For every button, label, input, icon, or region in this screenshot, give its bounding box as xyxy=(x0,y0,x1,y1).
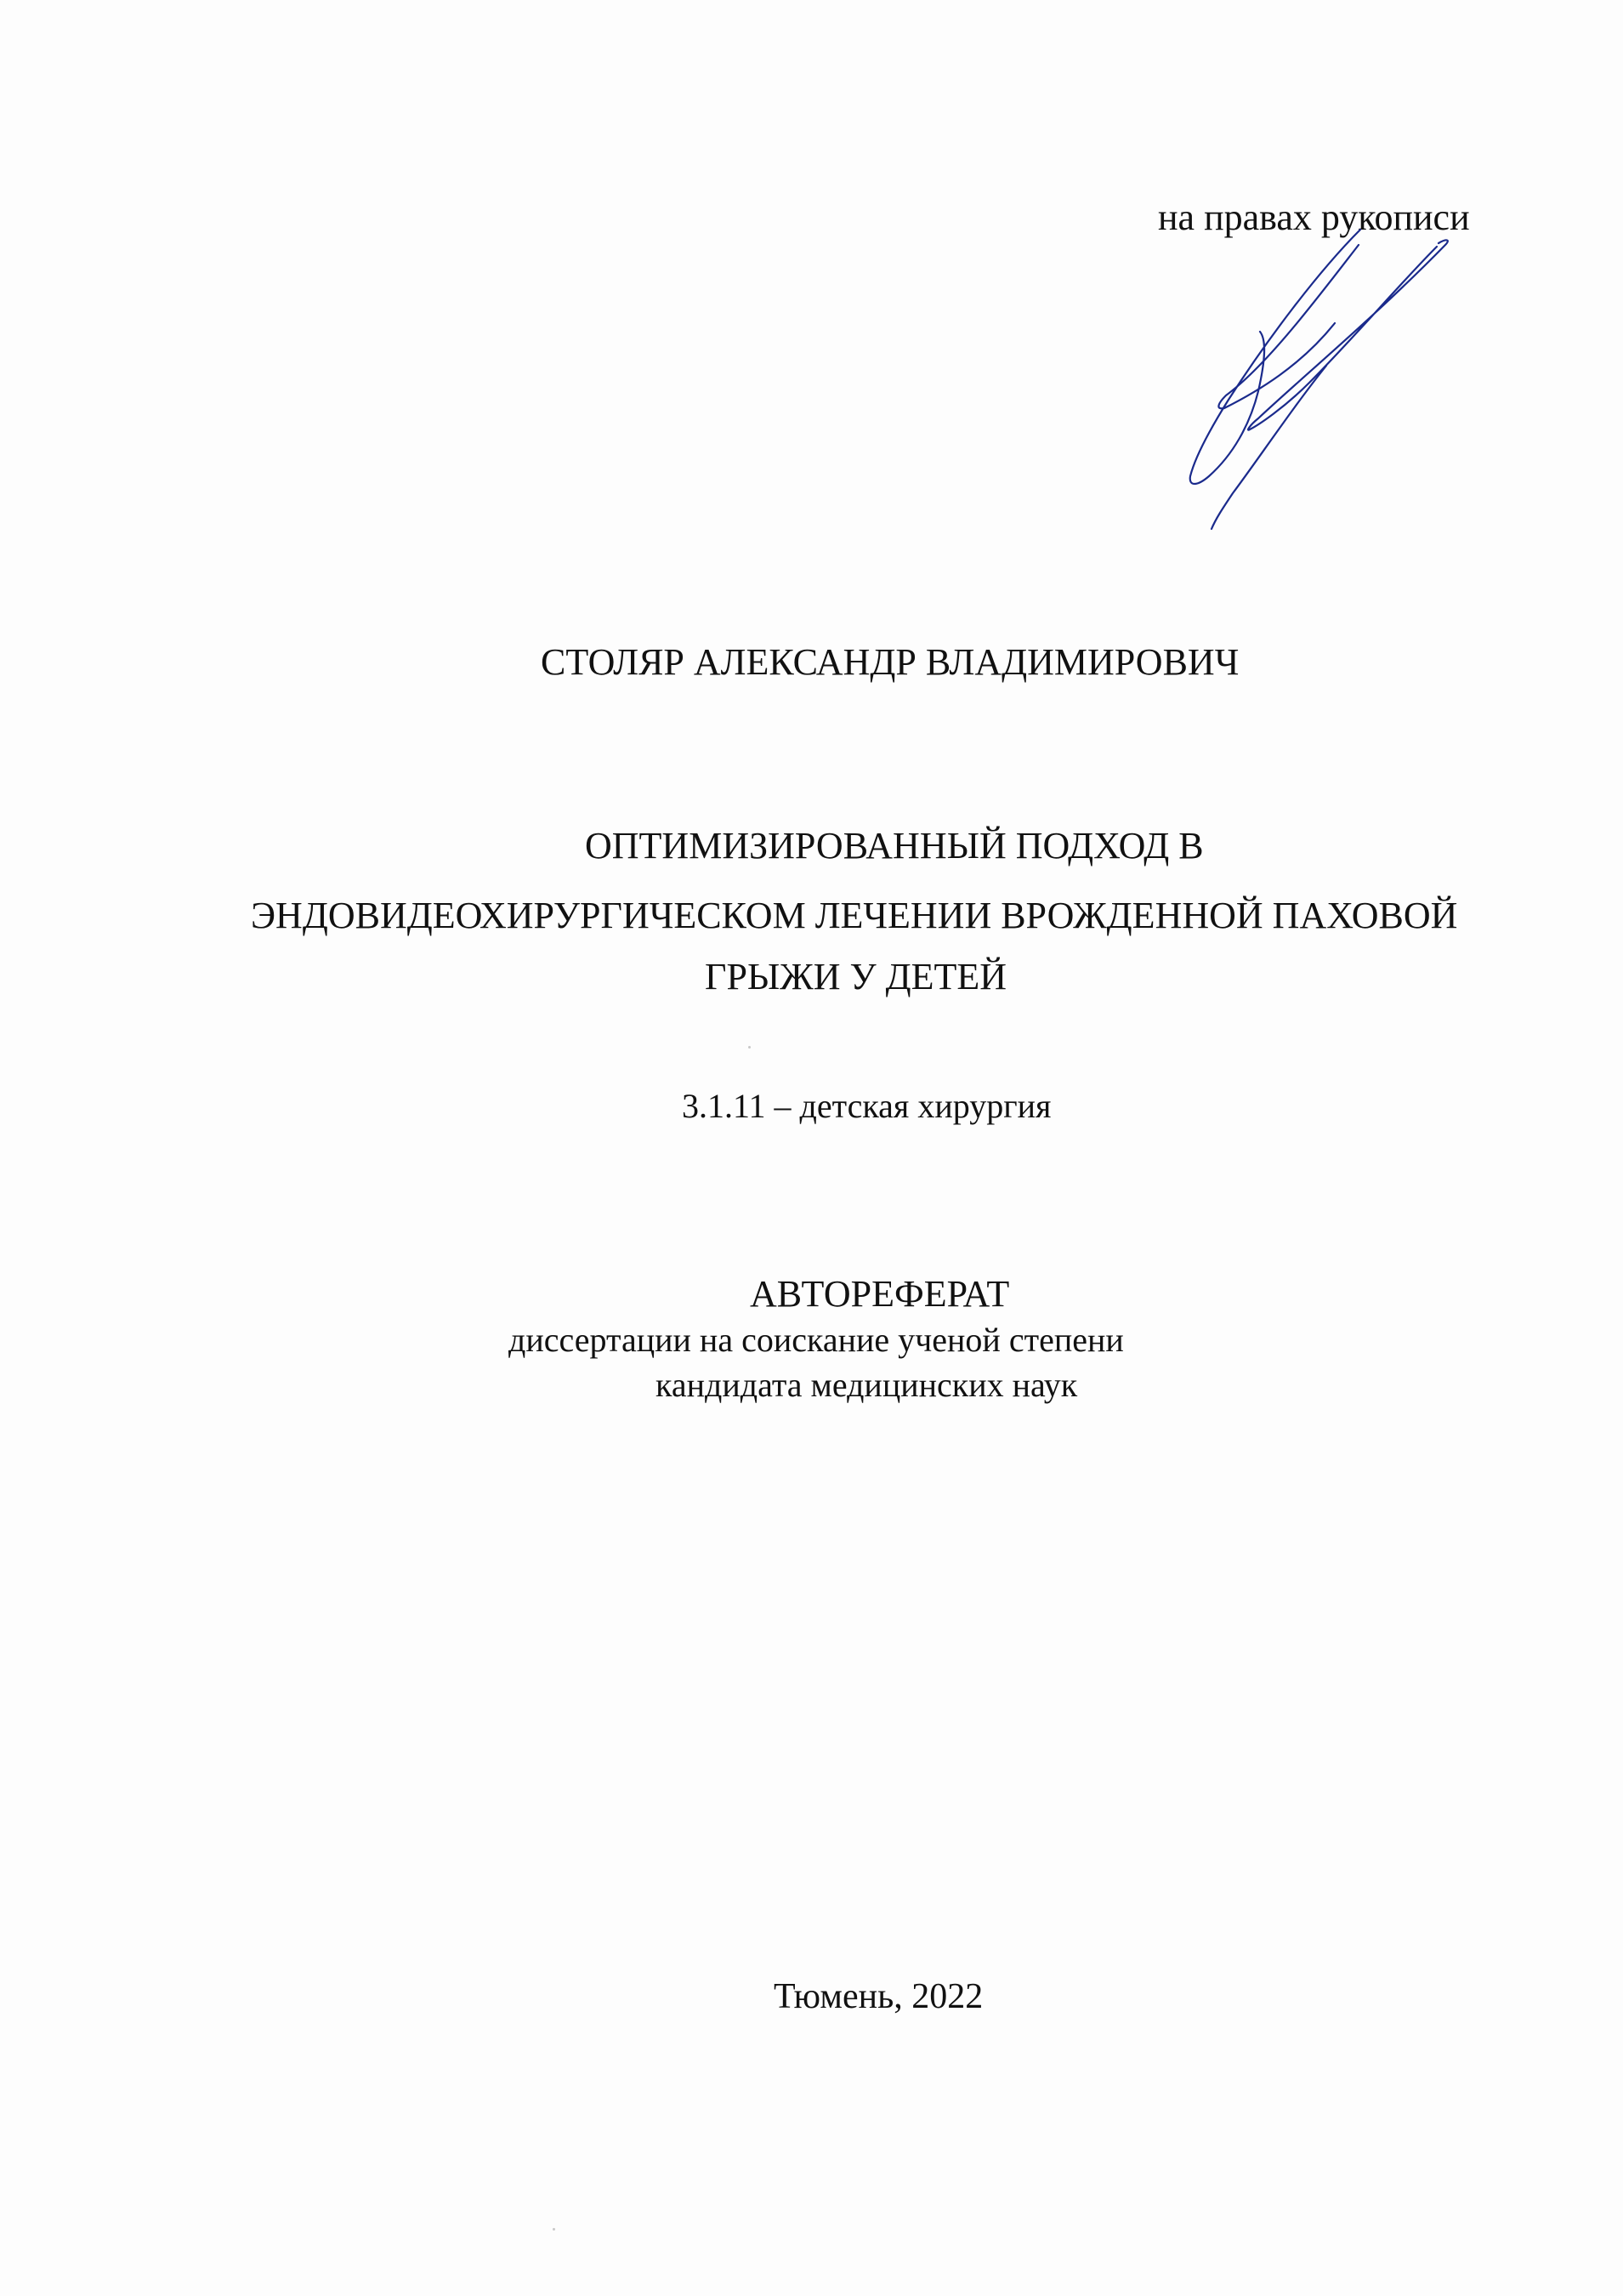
document-type-heading: АВТОРЕФЕРАТ xyxy=(750,1273,1010,1315)
author-name: СТОЛЯР АЛЕКСАНДР ВЛАДИМИРОВИЧ xyxy=(541,641,1240,683)
degree-description-line: диссертации на соискание ученой степени xyxy=(508,1321,1124,1359)
manuscript-note: на правах рукописи xyxy=(1158,196,1470,238)
dissertation-title-line: ОПТИМИЗИРОВАННЫЙ ПОДХОД В xyxy=(585,825,1204,867)
specialty-code: 3.1.11 – детская хирургия xyxy=(682,1087,1052,1125)
scan-speck xyxy=(748,1046,751,1049)
scan-speck xyxy=(553,2228,555,2231)
dissertation-title-line: ГРЫЖИ У ДЕТЕЙ xyxy=(705,956,1007,997)
degree-description-line: кандидата медицинских наук xyxy=(655,1366,1078,1404)
handwritten-signature xyxy=(1165,221,1471,544)
city-year-footer: Тюмень, 2022 xyxy=(774,1977,984,2016)
dissertation-title-line: ЭНДОВИДЕОХИРУРГИЧЕСКОМ ЛЕЧЕНИИ ВРОЖДЕННОЙ ПАХОВОЙ xyxy=(251,895,1458,936)
